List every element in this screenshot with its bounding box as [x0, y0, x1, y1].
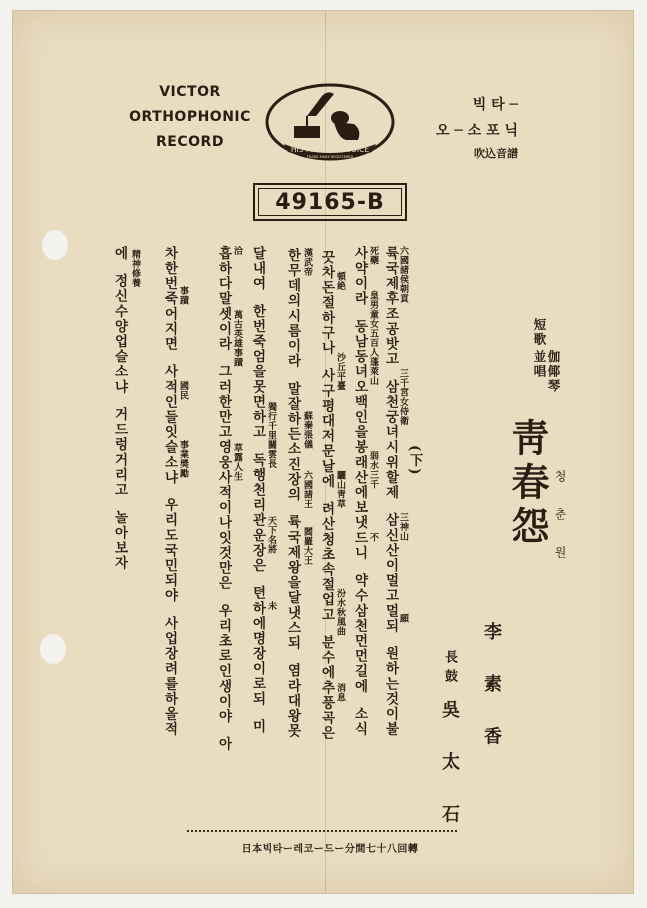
orthophonic-line: ORTHOPHONIC [129, 109, 251, 125]
punch-hole-bottom [40, 634, 66, 664]
song-title-reading: 청춘원 [553, 470, 567, 584]
lyric-line: 사약이라 동남동녀오백인을봉래산에보냇드니 약수삼천먼먼길에 소식 [351, 246, 368, 737]
record-line: RECORD [156, 134, 224, 150]
punch-hole-top [42, 230, 68, 260]
logo-text: HIS MASTER'S VOICE [290, 145, 370, 154]
drum-label: 長鼓 [442, 650, 457, 688]
catalog-number-text: 49165-B [275, 189, 385, 215]
genre-duet: 並唱 [532, 350, 547, 379]
korean-sublabel: 吹込音譜 [474, 147, 518, 160]
victor-label [128, 80, 252, 155]
song-title: 靑春怨 [505, 418, 550, 550]
catalog-number [253, 183, 407, 221]
lyric-annotation: 死藥 皇男童女五百人蓬萊山 弱水三千 不 [368, 246, 378, 542]
drummer-name: 吳 太 石 [439, 700, 460, 837]
lyric-line: 끗차돈절하구나 사구평대저문날에 려산청초속절업고 분수에추풍곡은 [318, 250, 335, 741]
logo-subtext: TRADE MARK REGISTERED [306, 155, 354, 159]
lyric-annotation: 六國諸侯朝貢 三千宮女侍衛 三神山 願 [398, 246, 408, 624]
lyric-annotation: 事蹟 國民 事業奬勵 [178, 246, 188, 479]
korean-label-line-2: 오 ─ 소 포 닉 [435, 123, 518, 139]
lyric-annotation: 漢武帝 蘇秦張儀 六國諸王 閻羅大王 [302, 248, 312, 565]
korean-label [418, 92, 518, 144]
victor-line: VICTOR [159, 84, 221, 100]
lyric-annotation: 獨行千里關雲長 天下名將 未 [266, 246, 276, 611]
lyric-annotation: 頓絶 沙丘平臺 驪山靑草 汾水秋風曲 消息 [335, 250, 345, 703]
lyric-annotation: 精神修養 [130, 246, 140, 288]
lyric-line: 흡하다말셋이라 그러한만고영웅사적이나잇것만은 우리초로인생이야 아 [215, 246, 232, 752]
lyric-line: 달내여 한번죽엄을못면하고 독행천리관운장은 텬하에명장이로되 미 [249, 246, 266, 735]
his-masters-voice-logo [264, 82, 396, 162]
lyric-line: 에 정신수양업슬소냐 거드렁거리고 놀아보자 [111, 246, 128, 571]
footer-text: 日本빅타ー레코ー드ー分間七十八回轉 [241, 844, 419, 855]
lyric-line: 한무데의시름이라 말잘하든소진장의 륙국제왕을달냇스되 염라대왕못 [284, 248, 301, 739]
lyric-annotation: 洽 萬古英雄事蹟 草露人生 [232, 246, 242, 482]
singer-name: 李 素 香 [481, 622, 502, 759]
genre-short-song: 短歌 [532, 318, 547, 347]
footer-rule [187, 830, 457, 832]
korean-label-line-1: 빅 타 ─ [472, 97, 518, 113]
lyric-line: 차한번죽어지면 사적인들잇슬소냐 우리도국민되야 사업장려를하올적 [161, 246, 178, 737]
genre-gayageum: 伽倻琴 [546, 350, 561, 394]
catalog-inner-border [258, 188, 402, 216]
lyric-line: 륙국제후조공밧고 삼천궁녀시위할제 삼신산이멀고멀되 원하는것이불 [382, 246, 399, 737]
part-marker: (下) [406, 445, 423, 477]
